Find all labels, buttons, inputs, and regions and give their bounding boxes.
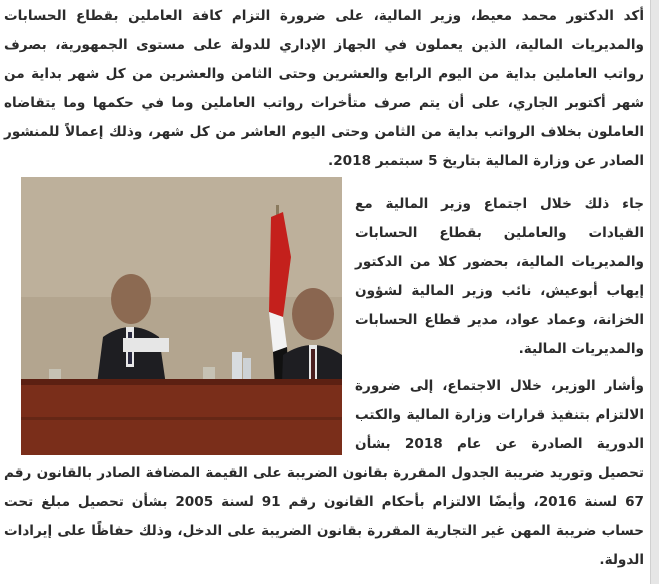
meeting-photo-illustration [21,177,342,455]
article-body [4,2,644,575]
article-paragraph-1: أكد الدكتور محمد معيط، وزير المالية، على ضرورة التزام كافة العاملين بقطاع الحسابات والمديريات المالية، الذين يعملون في الجهاز الإداري للدولة على مستوى الجمهورية، بصرف رواتب العاملين بداية من اليوم الرابع والعشرين وحتى الثامن والعشرين من كل شهر بداية من شهر أكتوبر الجاري، على أن يتم صرف متأخرات رواتب العاملين وما في حكمها وما يتقاضاه العاملون بخلاف الرواتب بداية من الثامن وحتى اليوم العاشر من كل شهر، وذلك إعمالاً للمنشور الصادر عن وزارة المالية بتاريخ 5 سبتمبر 2018. [4,8,644,169]
article-paragraph-2: جاء ذلك خلال اجتماع وزير المالية مع القيادات والعاملين بقطاع الحسابات والمديريات المالية، بحضور كلا من الدكتور إيهاب أبوعيش، نائب وزير المالية لشؤون الخزانة، وعماد عواد، مدير قطاع الحسابات والمديريات المالية. [355,196,644,357]
article-paragraph-3: وأشار الوزير، خلال الاجتماع، إلى ضرورة الالتزام بتنفيذ قرارات وزارة المالية والكتب الدورية الصادرة عن عام 2018 بشأن تحصيل وتوريد ضريبة الجدول المقررة بقانون الضريبة على القيمة المضافة الصادر بالقانون رقم 67 لسنة 2016، وأيضًا الالتزام بأحكام القانون رقم 91 لسنة 2005 بشأن تحصيل مبلغ تحت حساب ضريبة المهن غير التجارية المقررة بقانون الضريبة على الدخل، وذلك حفاظًا على إيرادات الدولة. [4,378,644,568]
page-edge [650,0,659,584]
meeting-photo [21,177,342,455]
